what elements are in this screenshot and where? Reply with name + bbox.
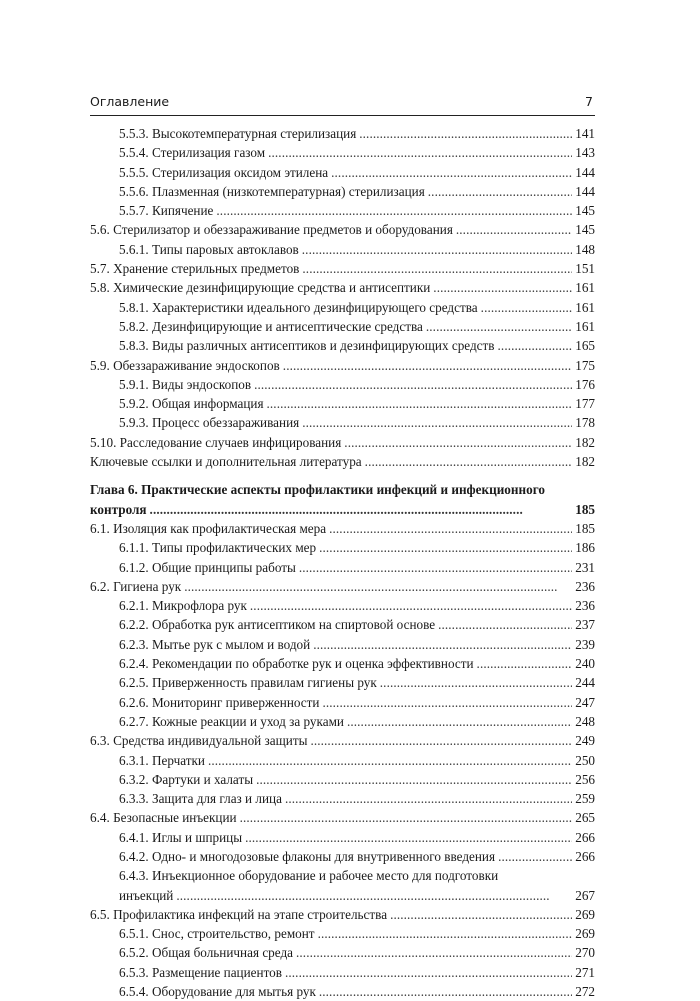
toc-page-number: 244 <box>575 675 595 691</box>
dot-leader <box>426 317 572 336</box>
toc-entry <box>90 751 595 770</box>
toc-chapter-entry <box>90 480 595 519</box>
toc-page-number: 186 <box>575 540 595 556</box>
dot-leader <box>299 558 572 577</box>
toc-entry <box>90 654 595 673</box>
toc-entry <box>90 538 595 557</box>
toc-entry <box>90 452 595 471</box>
toc-entry-title: 6.5.4. Оборудование для мытья рук <box>119 984 316 1000</box>
toc-entry-title-continuation: контроля <box>90 501 147 517</box>
toc-entry-title: 5.9.3. Процесс обеззараживания <box>119 415 300 431</box>
toc-page-number: 272 <box>575 984 595 1000</box>
toc-page-number: 239 <box>575 636 595 652</box>
toc-entry-title: 6.2.2. Обработка рук антисептиком на спиртовой основе <box>119 617 436 633</box>
toc-entry <box>90 866 595 905</box>
toc-entry <box>90 693 595 712</box>
toc-entry-title: Ключевые ссылки и дополнительная литература <box>90 454 362 470</box>
toc-page-number: 161 <box>575 299 595 315</box>
toc-entry <box>90 770 595 789</box>
toc-entry-title: 6.5.3. Размещение пациентов <box>119 964 282 980</box>
toc-entry <box>90 828 595 847</box>
dot-leader <box>498 847 572 866</box>
toc-entry <box>90 259 595 278</box>
toc-page-number: 145 <box>575 203 595 219</box>
toc-entry-title: 5.8.2. Дезинфицирующие и антисептические средства <box>119 318 423 334</box>
toc-entry <box>90 317 595 336</box>
toc-entry-title: 6.5. Профилактика инфекций на этапе строительства <box>90 906 388 922</box>
toc-page-number: 269 <box>575 906 595 922</box>
toc-entry <box>90 712 595 731</box>
dot-leader <box>498 336 573 355</box>
toc-entry <box>90 336 595 355</box>
toc-entry <box>90 982 595 1001</box>
toc-page-number: 266 <box>575 829 595 845</box>
toc-entry-title: 6.4.1. Иглы и шприцы <box>119 829 243 845</box>
dot-leader <box>310 731 572 750</box>
toc-entry <box>90 394 595 413</box>
toc-entry-title: 5.9.2. Общая информация <box>119 396 264 412</box>
toc-entry-title: 6.2. Гигиена рук <box>90 578 182 594</box>
toc-entry <box>90 789 595 808</box>
dot-leader <box>250 596 572 615</box>
dot-leader <box>438 615 572 634</box>
toc-entry-title: Глава 6. Практические аспекты профилактики инфекций и инфекционного <box>90 482 545 498</box>
dot-leader <box>184 577 572 596</box>
toc-entry-title: 5.5.5. Стерилизация оксидом этилена <box>119 164 329 180</box>
toc-entry <box>90 298 595 317</box>
dot-leader <box>285 963 572 982</box>
toc-entry <box>90 847 595 866</box>
toc-page-number: 185 <box>575 520 595 536</box>
toc-entry-title: 6.1. Изоляция как профилактическая мера <box>90 520 327 536</box>
dot-leader <box>477 654 573 673</box>
toc-entry-title: 6.3. Средства индивидуальной защиты <box>90 733 308 749</box>
dot-leader <box>331 163 572 182</box>
toc-entry <box>90 182 595 201</box>
dot-leader <box>359 124 572 143</box>
toc-entry-title: 6.2.6. Мониторинг приверженности <box>119 694 320 710</box>
toc-page-number: 236 <box>575 578 595 594</box>
dot-leader <box>176 886 572 905</box>
toc-entry <box>90 240 595 259</box>
toc-entry-title: 5.9.1. Виды эндоскопов <box>119 376 252 392</box>
dot-leader <box>302 240 572 259</box>
dot-leader <box>344 433 572 452</box>
toc-entry-title: 5.9. Обеззараживание эндоскопов <box>90 357 280 373</box>
dot-leader <box>329 519 572 538</box>
toc-entry <box>90 963 595 982</box>
toc-entry <box>90 924 595 943</box>
toc-page-number: 175 <box>575 357 595 373</box>
toc-entry <box>90 596 595 615</box>
toc-entry <box>90 143 595 162</box>
toc-entry <box>90 519 595 538</box>
page-header <box>90 91 595 116</box>
toc-entry <box>90 635 595 654</box>
toc-page-number: 266 <box>575 848 595 864</box>
toc-entry <box>90 577 595 596</box>
toc-page-number: 265 <box>575 810 595 826</box>
dot-leader <box>318 924 573 943</box>
dot-leader <box>481 298 573 317</box>
toc-page-number: 270 <box>575 945 595 961</box>
toc-page-number: 145 <box>575 222 595 238</box>
toc-entry-title: 6.2.5. Приверженность правилам гигиены рук <box>119 675 377 691</box>
toc-entry-title: 5.5.6. Плазменная (низкотемпературная) стерилизация <box>119 183 425 199</box>
toc-page-number: 271 <box>575 964 595 980</box>
toc-page-number: 182 <box>575 434 595 450</box>
dot-leader <box>319 982 572 1001</box>
toc-entry-title: 5.10. Расследование случаев инфицирования <box>90 434 342 450</box>
dot-leader <box>456 220 572 239</box>
toc-entry-title: 6.3.2. Фартуки и халаты <box>119 771 254 787</box>
dot-leader <box>302 413 572 432</box>
toc-entry <box>90 201 595 220</box>
dot-leader <box>216 201 572 220</box>
dot-leader <box>322 693 572 712</box>
toc-page-number: 231 <box>575 559 595 575</box>
dot-leader <box>433 278 572 297</box>
dot-leader <box>428 182 572 201</box>
toc-page-number: 144 <box>575 183 595 199</box>
toc-page-number: 248 <box>575 713 595 729</box>
toc-page-number: 236 <box>575 598 595 614</box>
toc-entry <box>90 731 595 750</box>
toc-page-number: 256 <box>575 771 595 787</box>
toc-page-number: 161 <box>575 318 595 334</box>
toc-entry <box>90 905 595 924</box>
dot-leader <box>150 500 573 519</box>
toc-entry-title: 5.7. Хранение стерильных предметов <box>90 261 300 277</box>
running-title: Оглавление <box>90 94 170 109</box>
toc-entry-title: 5.5.3. Высокотемпературная стерилизация <box>119 126 357 141</box>
toc-page-number: 144 <box>575 164 595 180</box>
dot-leader <box>313 635 572 654</box>
dot-leader <box>296 943 572 962</box>
toc-page-number: 148 <box>575 241 595 257</box>
toc-entry-title: 5.5.4. Стерилизация газом <box>119 145 266 161</box>
toc-entry-title: 6.2.1. Микрофлора рук <box>119 598 247 614</box>
toc-page-number: 143 <box>575 145 595 161</box>
toc-entry-title: 6.5.2. Общая больничная среда <box>119 945 294 961</box>
toc-entry <box>90 124 595 143</box>
dot-leader <box>319 538 572 557</box>
toc-entry-title: 5.8. Химические дезинфицирующие средства и антисептики <box>90 280 431 296</box>
toc-entry-title: 6.1.1. Типы профилактических мер <box>119 540 317 556</box>
toc-entry <box>90 413 595 432</box>
toc-page-number: 237 <box>575 617 595 633</box>
toc-page-number: 259 <box>575 791 595 807</box>
toc-entry <box>90 615 595 634</box>
toc-entry-title: 6.3.1. Перчатки <box>119 752 205 768</box>
toc-page-number: 165 <box>575 338 595 354</box>
toc-page-number: 141 <box>575 126 595 141</box>
toc-entry-title: 5.8.1. Характеристики идеального дезинфицирующего средства <box>119 299 478 315</box>
dot-leader <box>208 751 572 770</box>
dot-leader <box>267 394 573 413</box>
toc-entry-title: 6.4. Безопасные инъекции <box>90 810 237 826</box>
toc-page-number: 269 <box>575 926 595 942</box>
dot-leader <box>283 356 572 375</box>
toc-entry-title: 6.4.2. Одно- и многодозовые флаконы для внутривенного введения <box>119 848 496 864</box>
table-of-contents <box>90 124 595 1001</box>
toc-entry <box>90 278 595 297</box>
dot-leader <box>390 905 572 924</box>
toc-page-number: 249 <box>575 733 595 749</box>
toc-entry-title: 6.2.4. Рекомендации по обработке рук и оценка эффективности <box>119 656 474 672</box>
dot-leader <box>285 789 572 808</box>
dot-leader <box>347 712 572 731</box>
toc-entry-title: 5.5.7. Кипячение <box>119 203 214 219</box>
toc-entry <box>90 375 595 394</box>
toc-entry-title-continuation: инъекций <box>119 887 174 903</box>
toc-page-number: 267 <box>575 887 595 903</box>
dot-leader <box>365 452 573 471</box>
toc-entry-title: 6.2.3. Мытье рук с мылом и водой <box>119 636 311 652</box>
toc-entry-title: 6.1.2. Общие принципы работы <box>119 559 296 575</box>
toc-entry-title: 5.8.3. Виды различных антисептиков и дезинфицирующих средств <box>119 338 495 354</box>
toc-entry <box>90 220 595 239</box>
dot-leader <box>254 375 572 394</box>
toc-page-number: 161 <box>575 280 595 296</box>
toc-page-number: 177 <box>575 396 595 412</box>
dot-leader <box>240 808 573 827</box>
toc-entry <box>90 808 595 827</box>
toc-entry-title: 5.6. Стерилизатор и обеззараживание предметов и оборудования <box>90 222 453 238</box>
toc-page-number: 151 <box>575 261 595 277</box>
toc-page-number: 185 <box>575 501 595 517</box>
dot-leader <box>245 828 572 847</box>
toc-entry <box>90 356 595 375</box>
toc-page-number: 250 <box>575 752 595 768</box>
toc-entry <box>90 673 595 692</box>
dot-leader <box>380 673 572 692</box>
toc-entry-title: 6.3.3. Защита для глаз и лица <box>119 791 282 807</box>
toc-page-number: 182 <box>575 454 595 470</box>
toc-entry-title: 6.5.1. Снос, строительство, ремонт <box>119 926 315 942</box>
toc-entry <box>90 433 595 452</box>
toc-page-number: 240 <box>575 656 595 672</box>
dot-leader <box>302 259 572 278</box>
toc-entry-title: 6.4.3. Инъекционное оборудование и рабочее место для подготовки <box>119 868 499 884</box>
toc-entry <box>90 163 595 182</box>
dot-leader <box>268 143 572 162</box>
toc-entry-title: 5.6.1. Типы паровых автоклавов <box>119 241 299 257</box>
toc-entry <box>90 943 595 962</box>
toc-page-number: 176 <box>575 376 595 392</box>
dot-leader <box>256 770 572 789</box>
toc-entry <box>90 558 595 577</box>
toc-entry-title: 6.2.7. Кожные реакции и уход за руками <box>119 713 344 729</box>
toc-page-number: 178 <box>575 415 595 431</box>
page-number: 7 <box>585 94 593 109</box>
toc-page-number: 247 <box>575 694 595 710</box>
